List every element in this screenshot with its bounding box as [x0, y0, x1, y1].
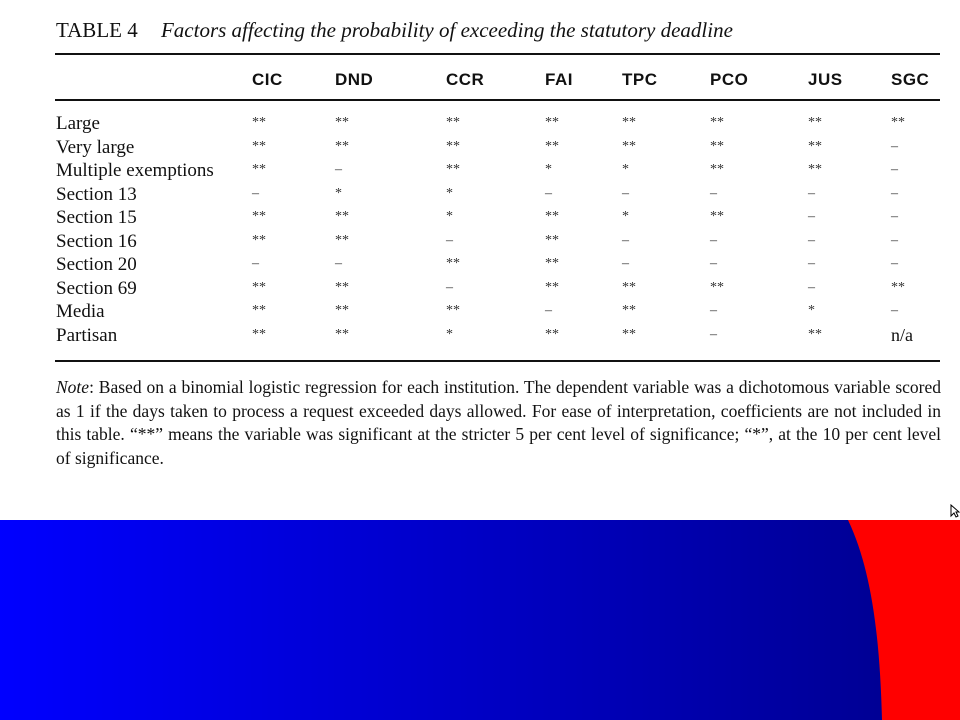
table-cell: ** — [252, 209, 266, 224]
table-cell: n/a — [891, 324, 913, 345]
table-cell: * — [622, 209, 629, 224]
table-cell: ** — [710, 279, 724, 295]
table-cell: ** — [446, 256, 460, 271]
table-cell: ** — [710, 162, 724, 177]
table-top-rule — [55, 53, 940, 55]
table-cell: ** — [710, 209, 724, 224]
table-cell: ** — [446, 303, 460, 318]
table-cell: – — [891, 232, 898, 248]
note-label: Note — [56, 377, 90, 397]
table-cell: ** — [808, 162, 822, 177]
table-cell: – — [808, 279, 815, 295]
table-cell: ** — [252, 138, 266, 154]
table-cell: ** — [710, 138, 724, 154]
table-cell: – — [891, 162, 898, 177]
row-label: Section 69 — [56, 277, 137, 299]
table-cell: ** — [335, 303, 349, 318]
table-cell: – — [808, 209, 815, 224]
table-label: TABLE 4 — [56, 18, 138, 42]
table-title — [56, 18, 936, 43]
table-cell: ** — [335, 232, 349, 248]
table-cell: – — [446, 232, 453, 248]
table-cell: ** — [622, 138, 636, 154]
table-cell: * — [622, 162, 629, 177]
table-cell: ** — [446, 138, 460, 154]
row-label: Section 15 — [56, 207, 137, 228]
table-cell: ** — [252, 232, 266, 248]
row-label: Multiple exemptions — [56, 160, 214, 181]
table-cell: ** — [335, 326, 349, 342]
table-cell: * — [446, 326, 453, 342]
row-label: Section 13 — [56, 183, 137, 205]
table-cell: ** — [335, 138, 349, 154]
row-label: Media — [56, 301, 105, 322]
table-cell: ** — [808, 138, 822, 154]
table-cell: ** — [622, 115, 636, 130]
table-cell: ** — [446, 162, 460, 177]
banner-gradient — [0, 520, 960, 720]
column-header-0: CIC — [252, 70, 283, 89]
decorative-banner — [0, 520, 960, 720]
column-header-4: TPC — [622, 70, 658, 89]
table-cell: * — [808, 303, 815, 318]
table-cell: – — [252, 185, 259, 201]
table-cell: ** — [622, 279, 636, 295]
table-cell: ** — [335, 279, 349, 295]
table-cell: ** — [545, 115, 559, 130]
table-cell: – — [891, 138, 898, 154]
row-label: Large — [56, 113, 100, 134]
column-header-3: FAI — [545, 70, 573, 89]
table-cell: – — [335, 256, 342, 271]
table-cell: ** — [252, 303, 266, 318]
table-cell: – — [710, 185, 717, 201]
table-bottom-rule — [55, 360, 940, 362]
table-cell: ** — [545, 256, 559, 271]
table-cell: – — [710, 256, 717, 271]
table-cell: – — [622, 256, 629, 271]
table-note — [56, 376, 941, 470]
table-cell: * — [335, 185, 342, 201]
row-label: Section 16 — [56, 230, 137, 252]
pointer-cursor-icon — [950, 504, 960, 518]
table-cell: ** — [891, 279, 905, 295]
column-header-6: JUS — [808, 70, 843, 89]
table-cell: ** — [252, 326, 266, 342]
column-header-5: PCO — [710, 70, 749, 89]
table-cell: ** — [622, 326, 636, 342]
table-cell: ** — [545, 279, 559, 295]
table-cell: ** — [545, 232, 559, 248]
table-cell: ** — [545, 326, 559, 342]
column-header-2: CCR — [446, 70, 485, 89]
table-cell: – — [710, 232, 717, 248]
table-cell: – — [252, 256, 259, 271]
table-caption: Factors affecting the probability of exceeding the statutory deadline — [160, 18, 733, 42]
row-label: Very large — [56, 136, 135, 158]
table-cell: – — [808, 232, 815, 248]
table-cell: * — [446, 185, 453, 201]
table-cell: – — [622, 185, 629, 201]
table-cell: – — [545, 303, 552, 318]
table-cell: – — [891, 209, 898, 224]
table-cell: ** — [891, 115, 905, 130]
row-label: Section 20 — [56, 254, 137, 275]
table-cell: ** — [446, 115, 460, 130]
table-cell: – — [622, 232, 629, 248]
table-cell: ** — [252, 162, 266, 177]
table-cell: – — [710, 303, 717, 318]
table-cell: – — [891, 185, 898, 201]
table-cell: – — [891, 256, 898, 271]
table-cell: ** — [622, 303, 636, 318]
table-cell: ** — [335, 115, 349, 130]
table-cell: – — [891, 303, 898, 318]
table-cell: * — [545, 162, 552, 177]
table-cell: ** — [545, 209, 559, 224]
row-label: Partisan — [56, 324, 118, 346]
table-cell: ** — [710, 115, 724, 130]
table-cell: ** — [252, 279, 266, 295]
table-cell: – — [335, 162, 342, 177]
table-cell: ** — [808, 326, 822, 342]
table-header-rule — [55, 99, 940, 101]
table-cell: – — [808, 185, 815, 201]
table-cell: – — [710, 326, 717, 342]
table-cell: – — [446, 279, 453, 295]
table-cell: – — [808, 256, 815, 271]
table-cell: – — [545, 185, 552, 201]
column-header-7: SGC — [891, 70, 930, 89]
table-cell: ** — [252, 115, 266, 130]
note-text: : Based on a binomial logistic regression for each institution. The dependent variable was a dichotomous variable scored as 1 if the days taken to process a request exceeded days allowed. For ease of interpretation, coefficients are not included in this table. “**” means the variable was significant at the stricter 5 per cent level of significance; “*”, at the 10 per cent level of significance. — [56, 377, 941, 468]
column-header-1: DND — [335, 70, 374, 89]
table-cell: * — [446, 209, 453, 224]
table-cell: ** — [545, 138, 559, 154]
table-cell: ** — [335, 209, 349, 224]
table-cell: ** — [808, 115, 822, 130]
